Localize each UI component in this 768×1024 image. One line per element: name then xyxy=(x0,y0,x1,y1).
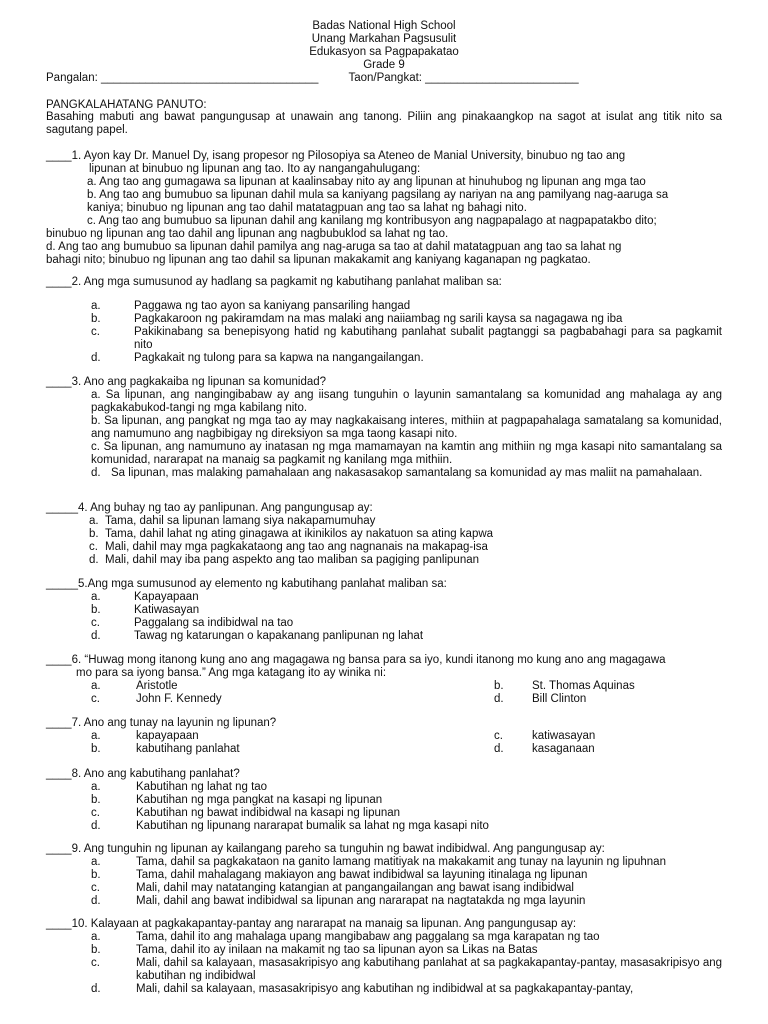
question-9-option-d: d. Mali, dahil ang bawat indibidwal sa lipunan ang nararapat na nagtatakda ng mga layunin xyxy=(91,895,586,907)
question-2-option-c: c. Pakikinabang sa benepisyong hatid ng kabutihang panlahat subalit pagtanggi sa pagbabahagi para sa pagkamit nito xyxy=(91,326,722,351)
exam-title: Unang Markahan Pagsusulit xyxy=(311,33,457,45)
question-4-stem: _____4. Ang buhay ng tao ay panlipunan. Ang pangungusap ay: xyxy=(46,502,373,514)
question-5-option-c: c. Paggalang sa indibidwal na tao xyxy=(91,617,294,629)
question-10-option-b: b. Tama, dahil ito ay inilaan na makamit ng tao sa lipunan ayon sa Likas na Batas xyxy=(91,944,538,956)
question-1-option-d-cont: bahagi nito; binubuo ng lipunan ang tao dahil sa lipunan makakamit ang kaniyang kaganapan ng pagkatao. xyxy=(46,254,591,266)
question-3-option-d: d. Sa lipunan, mas malaking pamahalaan ang nakasasakop samantalang sa komunidad ay mas maliit na pamahalaan. xyxy=(91,467,703,479)
question-6-option-a: a. Aristotle xyxy=(91,680,178,692)
question-1-option-b: b. Ang tao ang bumubuo sa lipunan dahil mula sa kaniyang pagsilang ay nariyan na ang pamilyang nag-aaruga sa xyxy=(87,189,669,201)
question-2-option-b: b. Pagkakaroon ng pakiramdam na mas malaki ang naiiambag ng sarili kaysa sa nagagawa ng iba xyxy=(91,313,623,325)
question-2-option-a: a. Paggawa ng tao ayon sa kaniyang pansariling hangad xyxy=(91,300,411,312)
question-7-stem: ____7. Ano ang tunay na layunin ng lipunan? xyxy=(46,717,277,729)
question-9-option-c: c. Mali, dahil may natatanging katangian at pangangailangan ang bawat isang indibidwal xyxy=(91,882,574,894)
question-8-stem: ____8. Ano ang kabutihang panlahat? xyxy=(46,768,240,780)
subject-title: Edukasyon sa Pagpapakatao xyxy=(309,46,459,58)
question-3-option-b: b. Sa lipunan, ang pangkat ng mga tao ay may nagkakaisang interes, mithiin at pagpapahalaga samatalang sa komunidad, ang namumuno ang nagbibigay ng direksiyon sa mga taong kasapi nito. xyxy=(91,415,722,440)
question-7-option-d: d. kasaganaan xyxy=(494,743,595,755)
question-8-option-b: b. Kabutihan ng mga pangkat na kasapi ng lipunan xyxy=(91,794,383,806)
question-6-option-b: b. St. Thomas Aquinas xyxy=(494,680,635,692)
question-10-option-c: c. Mali, dahil sa kalayaan, masasakripisyo ang kabutihang panlahat at sa pagkakapantay-pantay, masasakripisyo ang kabutihan ng indibidwal xyxy=(91,957,723,982)
question-5-stem: _____5.Ang mga sumusunod ay elemento ng kabutihang panlahat maliban sa: xyxy=(46,578,447,590)
question-7-option-b: b. kabutihang panlahat xyxy=(91,743,240,755)
question-5-option-a: a. Kapayapaan xyxy=(91,591,199,603)
question-2 xyxy=(46,276,722,365)
question-1 xyxy=(46,150,722,267)
question-2-option-d: d. Pagkakait ng tulong para sa kapwa na nangangailangan. xyxy=(91,352,424,364)
instructions-text: Basahing mabuti ang bawat pangungusap at unawain ang tanong. Piliin ang pinakaangkop na sagot at isulat ang titik nito sa sagutang papel. xyxy=(46,111,722,136)
question-3-option-a: a. Sa lipunan, ang nangingibabaw ay ang iisang tunguhin o layunin samantalang sa komunidad ang mahalaga ay ang pagkakabukod-tangi ng mga kabilang nito. xyxy=(91,389,722,414)
question-5-option-b: b. Katiwasayan xyxy=(91,604,200,616)
name-field: Pangalan: __________________________________ xyxy=(46,72,319,84)
question-1-option-c-cont: binubuo ng lipunan ang tao dahil ang lipunan ang nagbubuklod sa lahat ng tao. xyxy=(46,228,449,240)
question-4-option-d: d. Mali, dahil may iba pang aspekto ang tao maliban sa pagiging panlipunan xyxy=(89,554,480,566)
question-1-option-a: a. Ang tao ang gumagawa sa lipunan at kaalinsabay nito ay ang lipunan at hinuhubog ng lipunan ang mga tao xyxy=(87,176,646,188)
question-4-option-a: a. Tama, dahil sa lipunan lamang siya nakapamumuhay xyxy=(89,515,376,527)
question-10-stem: ____10. Kalayaan at pagkakapantay-pantay ang nararapat na manaig sa lipunan. Ang pangungusap ay: xyxy=(46,918,577,930)
question-8-option-a: a. Kabutihan ng lahat ng tao xyxy=(91,781,268,793)
question-9-stem: ____9. Ang tunguhin ng lipunan ay kailangang pareho sa tunguhin ng bawat indibidwal. Ang pangungusap ay: xyxy=(46,843,605,855)
instructions-title: PANGKALAHATANG PANUTO: xyxy=(46,99,207,111)
question-1-option-b-cont: kaniya; binubuo ng lipunan ang tao dahil matatagpuan ang tao sa lahat ng bahagi nito. xyxy=(87,202,527,214)
question-9-option-a: a. Tama, dahil sa pagkakataon na ganito lamang matitiyak na makakamit ang tunay na layunin ng lipuhnan xyxy=(91,856,666,868)
question-2-stem: ____2. Ang mga sumusunod ay hadlang sa pagkamit ng kabutihang panlahat maliban sa: xyxy=(46,276,502,288)
question-10-option-a: a. Tama, dahil ito ang mahalaga upang mangibabaw ang paggalang sa mga karapatan ng tao xyxy=(91,931,600,943)
question-4-option-c: c. Mali, dahil may mga pagkakataong ang tao ang nagnanais na makapag-isa xyxy=(89,541,488,553)
question-9 xyxy=(46,843,722,908)
question-1-option-d: d. Ang tao ang bumubuo sa lipunan dahil pamilya ang nag-aruga sa tao at dahil matatagpuan ang tao sa lahat ng xyxy=(46,241,622,253)
question-10-option-d: d. Mali, dahil sa kalayaan, masasakripisyo ang kabutihan ng indibidwal at sa pagkakapantay-pantay, xyxy=(91,983,634,995)
question-6 xyxy=(46,654,722,706)
question-3-option-c: c. Sa lipunan, ang namumuno ay inatasan ng mga mamamayan na kamtin ang mithiin ng mga kasapi nito samantalang sa komunidad, nararapat na manaig sa pagkamit ng kanilang mga mithiin. xyxy=(91,441,722,466)
question-6-option-c: c. John F. Kennedy xyxy=(91,693,222,705)
exam-header xyxy=(0,20,768,72)
question-7-option-c: c. katiwasayan xyxy=(494,730,596,742)
school-name: Badas National High School xyxy=(312,20,456,32)
question-1-option-c: c. Ang tao ang bumubuo sa lipunan dahil ang kanilang mg kontribusyon ang nagpapalago at nagpapatakbo dito; xyxy=(87,215,657,227)
question-1-stem: ____1. Ayon kay Dr. Manuel Dy, isang propesor ng Pilosopiya sa Ateneo de Manial University, binubuo ng tao ang lipunan at binubuo ng lipunan ang tao. Ito ay nangangahulugang: xyxy=(46,150,626,175)
question-7-option-a: a. kapayapaan xyxy=(91,730,199,742)
question-8 xyxy=(46,768,722,833)
question-8-option-d: d. Kabutihan ng lipunang nararapat bumalik sa lahat ng mga kasapi nito xyxy=(91,820,489,832)
question-5-option-d: d. Tawag ng katarungan o kapakanang panlipunan ng lahat xyxy=(91,630,424,642)
question-5 xyxy=(46,578,722,643)
student-info-line xyxy=(46,72,726,85)
question-6-option-d: d. Bill Clinton xyxy=(494,693,587,705)
question-4-option-b: b. Tama, dahil lahat ng ating ginagawa at ikinikilos ay nakatuon sa ating kapwa xyxy=(89,528,494,540)
question-8-option-c: c. Kabutihan ng bawat indibidwal na kasapi ng lipunan xyxy=(91,807,401,819)
question-10 xyxy=(46,918,722,996)
question-3 xyxy=(46,376,722,480)
question-4 xyxy=(46,502,722,567)
question-6-stem: ____6. “Huwag mong itanong kung ano ang magagawa ng bansa para sa iyo, kundi itanong mo kung ano ang magagawa mo para sa iyong bansa.” Ang mga katagang ito ay winika ni: xyxy=(46,654,666,679)
question-7 xyxy=(46,717,722,756)
question-9-option-b: b. Tama, dahil mahalagang makiayon ang bawat indibidwal sa layuning itinalaga ng lipunan xyxy=(91,869,588,881)
question-3-stem: ____3. Ano ang pagkakaiba ng lipunan sa komunidad? xyxy=(46,376,327,388)
section-field: Taon/Pangkat: ________________________ xyxy=(348,72,579,84)
grade-level: Grade 9 xyxy=(363,59,405,71)
